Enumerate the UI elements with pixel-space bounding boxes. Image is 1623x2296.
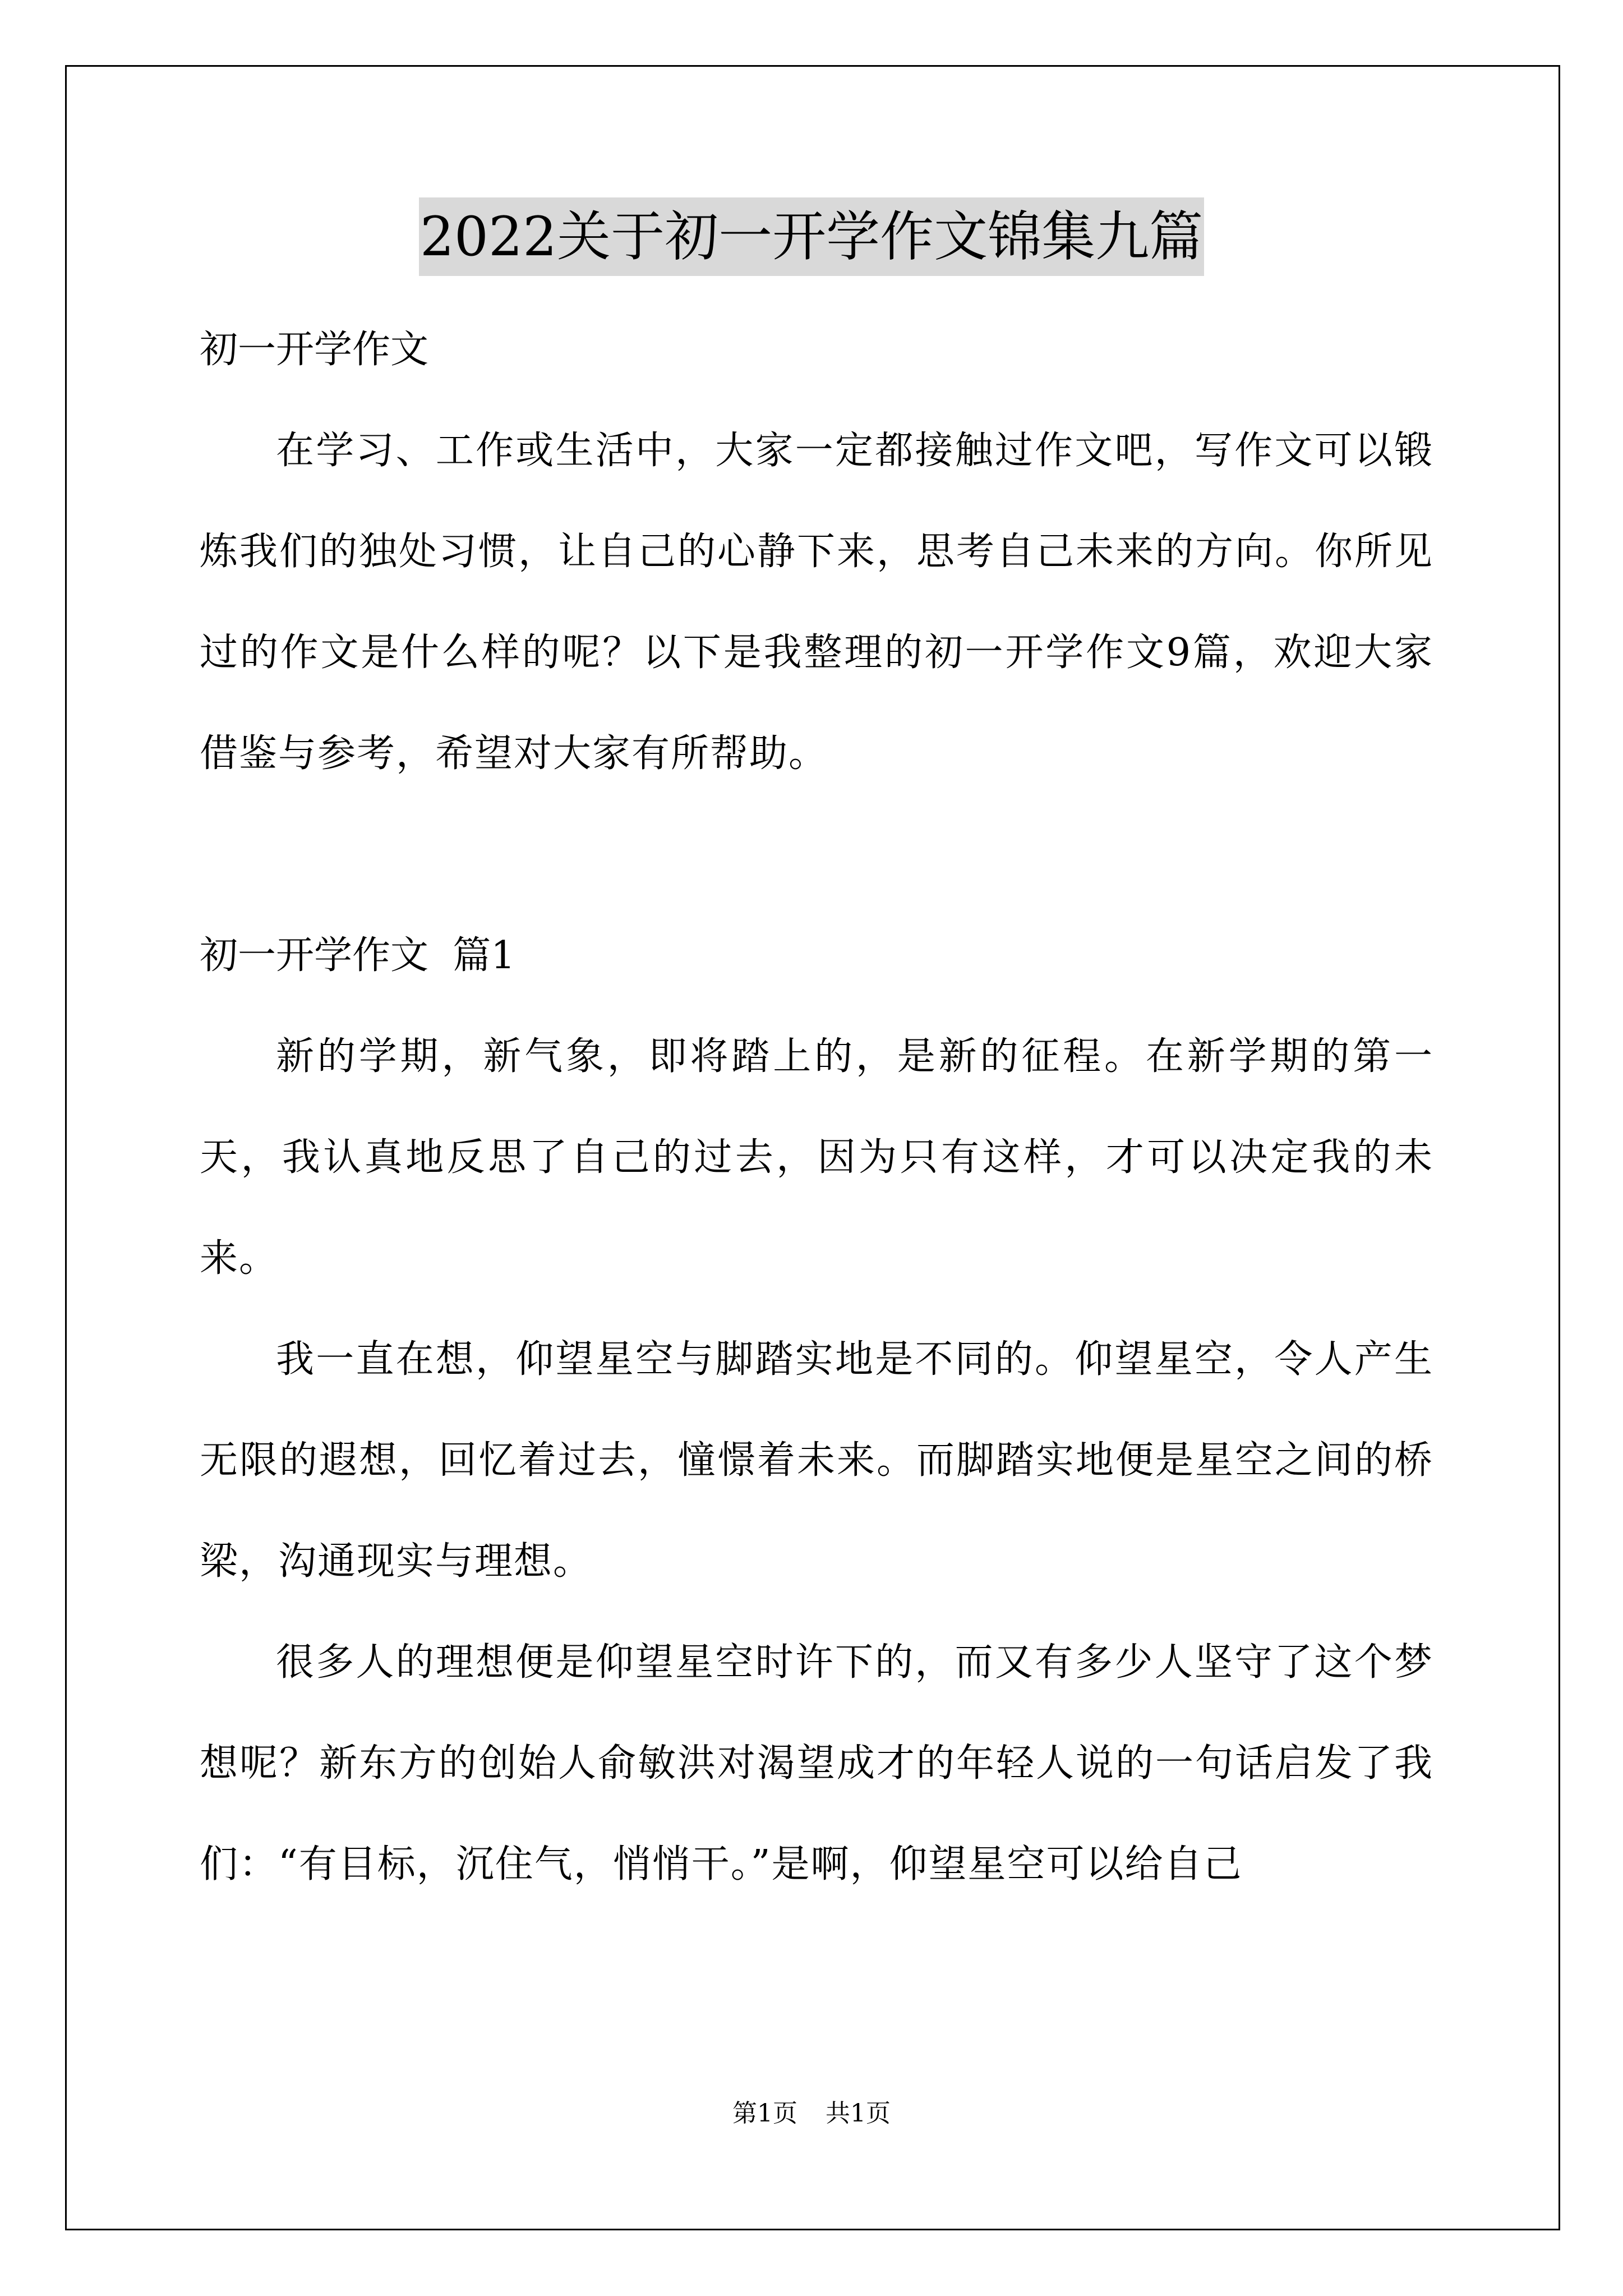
page-number-current: 第1页 [732,2099,797,2128]
title-container [0,197,1623,276]
section-1-paragraph: 我一直在想，仰望星空与脚踏实地是不同的。仰望星空，令人产生无限的遐想，回忆着过去，憧憬着未来。而脚踏实地便是星空之间的桥梁，沟通现实与理想。 [200,1337,1433,1584]
page-footer [0,2097,1623,2131]
paragraph-gap [200,804,1433,905]
document-title: 2022关于初一开学作文锦集九篇 [419,197,1204,276]
page-number-total: 共1页 [826,2099,891,2128]
section-1-paragraph: 新的学期，新气象，即将踏上的，是新的征程。在新学期的第一天，我认真地反思了自己的过去，因为只有这样，才可以决定我的未来。 [200,1034,1433,1281]
section-1-heading: 初一开学作文 篇1 [200,933,515,978]
document-body [200,300,1433,1915]
intro-heading: 初一开学作文 [200,328,429,372]
intro-paragraph: 在学习、工作或生活中，大家一定都接触过作文吧，写作文可以锻炼我们的独处习惯，让自己的心静下来，思考自己未来的方向。你所见过的作文是什么样的呢？以下是我整理的初一开学作文9篇，欢迎大家借鉴与参考，希望对大家有所帮助。 [200,429,1433,776]
section-1-paragraph: 很多人的理想便是仰望星空时许下的，而又有多少人坚守了这个梦想呢？新东方的创始人俞敏洪对渴望成才的年轻人说的一句话启发了我们：“有目标，沉住气，悄悄干。”是啊，仰望星空可以给自己 [200,1640,1433,1887]
